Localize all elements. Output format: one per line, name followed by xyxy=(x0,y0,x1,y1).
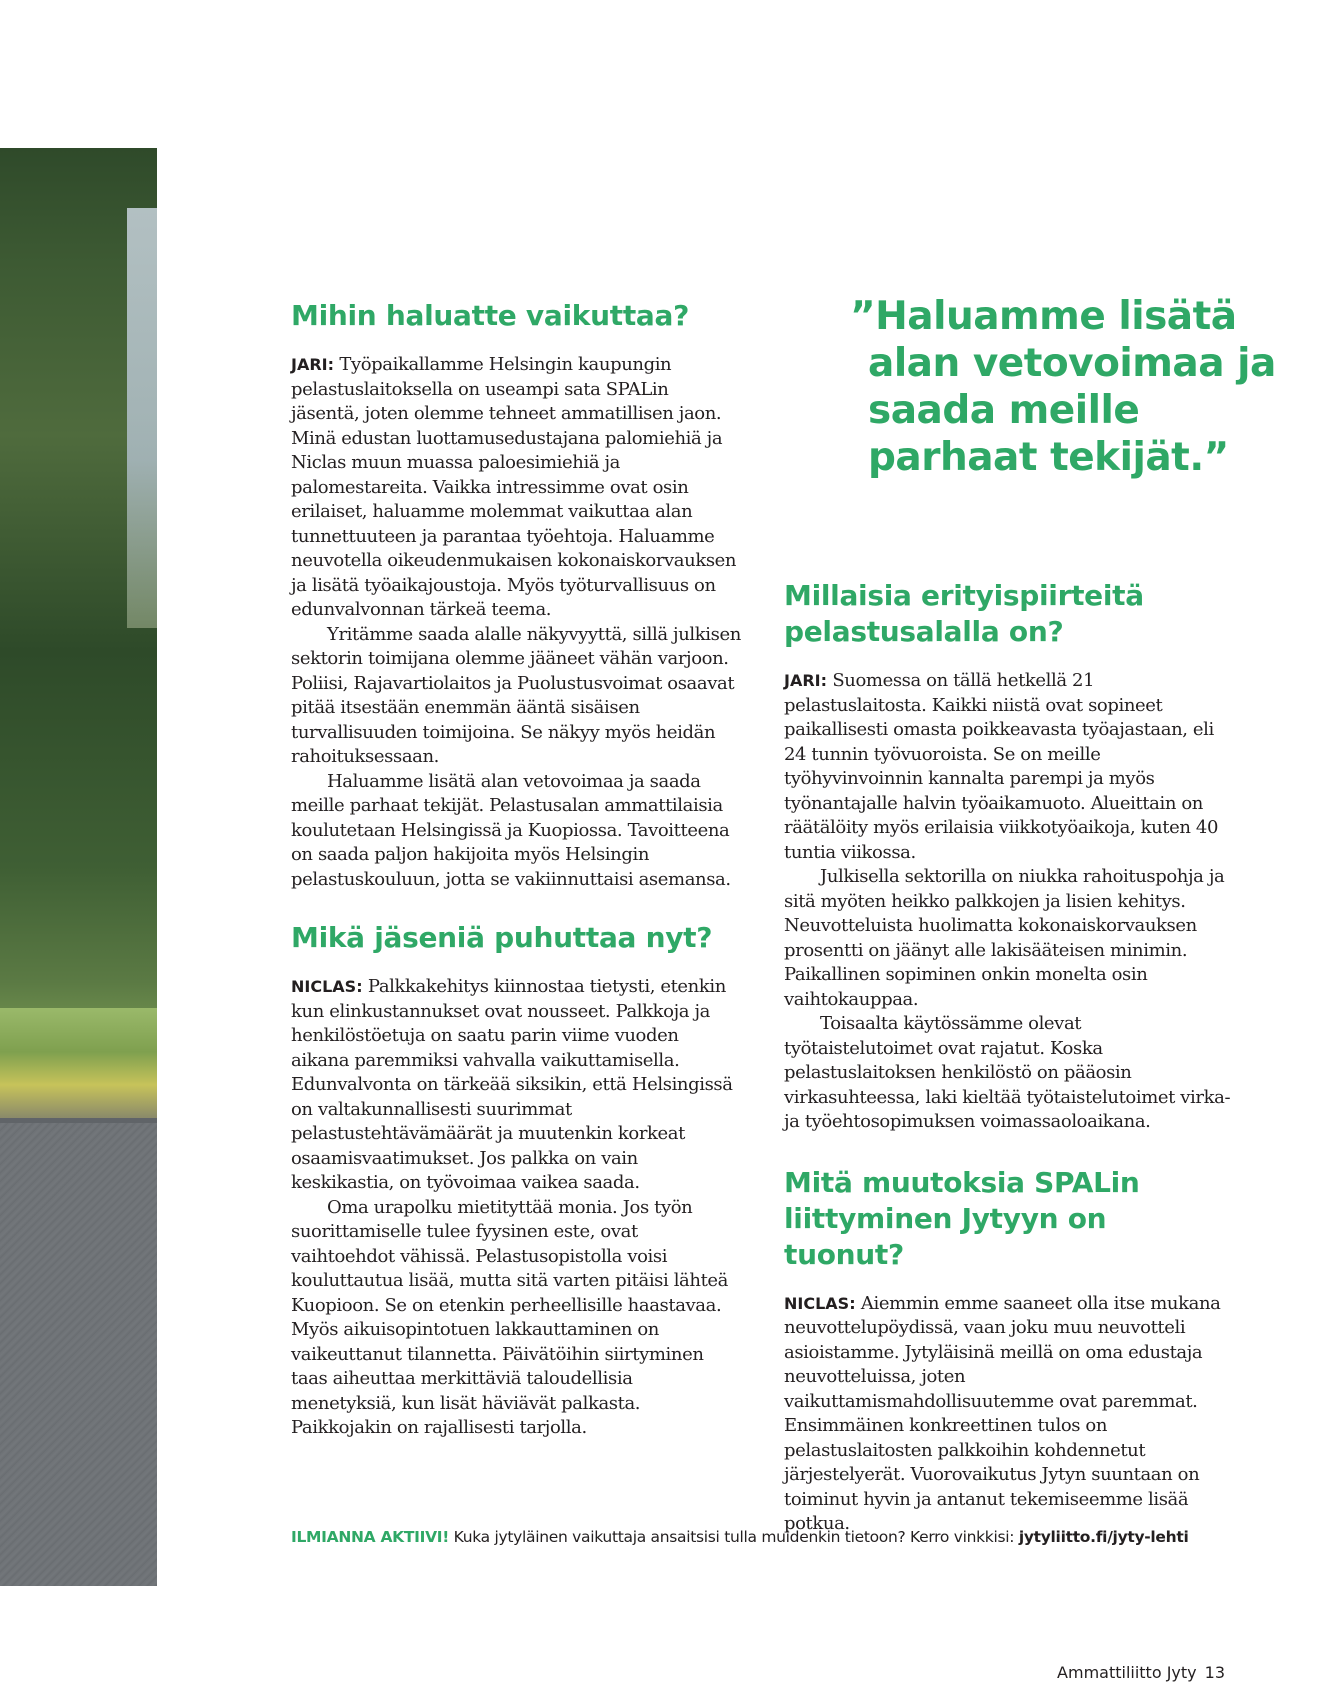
speaker-label: JARI: xyxy=(291,355,335,374)
left-column xyxy=(291,298,741,1441)
callout-text: Kuka jytyläinen vaikuttaja ansaitsisi tulla muidenkin tietoon? Kerro vinkkisi: xyxy=(449,1528,1019,1546)
page-footer xyxy=(1057,1663,1225,1682)
right-column xyxy=(784,578,1234,1537)
publication-name: Ammattiliitto Jyty xyxy=(1057,1663,1197,1682)
paragraph: Julkisella sektorilla on niukka rahoituspohja ja sitä myöten heikko palkkojen ja lisien kehitys. Neuvotteluista huolimatta kokonaiskorvauksen prosentti on jäänyt alle lakisääteisen minimin. Paikallinen sopiminen onkin monelta osin vaihtokauppaa. xyxy=(784,866,1225,1010)
paragraph: Toisaalta käytössämme olevat työtaistelutoimet ovat rajatut. Koska pelastuslaitoksen henkilöstö on pääosin virkasuhteessa, laki kieltää työtaistelutoimet virka- ja työehtosopimuksen voimassaoloaikana. xyxy=(784,1013,1231,1132)
paragraph-text: Palkkakehitys kiinnostaa tietysti, etenkin kun elinkustannukset ovat nousseet. Palkkoja ja henkilöstöetuja on saatu parin viime vuoden aikana paremmiksi vahvalla vaikuttamisella. Edunvalvonta on tärkeää siksikin, että Helsingissä on valtakunnallisesti suurimmat pelastustehtävämäärät ja muutenkin korkeat osaamisvaatimukset. Jos palkka on vain keskikastia, on työvoimaa vaikea saada. xyxy=(291,976,733,1193)
paragraph xyxy=(784,669,1234,865)
page-number: 13 xyxy=(1204,1663,1225,1682)
speaker-label: JARI: xyxy=(784,671,828,690)
paragraph xyxy=(784,1292,1234,1537)
paragraph-text: Suomessa on tällä hetkellä 21 pelastuslaitosta. Kaikki niistä ovat sopineet paikallisesti omasta poikkeavasta työajastaan, eli 24 tunnin työvuoroista. Se on meille työhyvinvoinnin kannalta parempi ja myös työnantajalle halvin työaikamuoto. Alueittain on räätälöity myös erilaisia viikkotyöaikoja, kuten 40 tuntia viikossa. xyxy=(784,670,1219,863)
callout-label: ILMIANNA AKTIIVI! xyxy=(291,1528,450,1546)
heading-mika-jasenia: Mikä jäseniä puhuttaa nyt? xyxy=(291,921,713,954)
photo-sky xyxy=(127,208,157,628)
speaker-label: NICLAS: xyxy=(784,1293,856,1313)
callout-link[interactable]: jytyliitto.fi/jyty-lehti xyxy=(1018,1528,1189,1546)
photo-grass xyxy=(0,1008,157,1118)
photo-road xyxy=(0,1123,157,1586)
paragraph-text: Aiemmin emme saaneet olla itse mukana neuvottelupöydissä, vaan joku muu neuvotteli asioistamme. Jytyläisinä meillä on oma edustaja neuvotteluissa, joten vaikuttamismahdollisuutemme ovat paremmat. Ensimmäinen konkreettinen tulos on pelastuslaitosten palkkoihin kohdennetut järjestelyerät. Vuorovaikutus Jytyn suuntaan on toiminut hyvin ja antanut tekemiseemme lisää potkua. xyxy=(784,1292,1221,1534)
paragraph xyxy=(291,353,741,623)
heading-mita-muutoksia: Mitä muutoksia SPALin liittyminen Jytyyn on tuonut? xyxy=(784,1165,1140,1271)
pull-quote: ”Haluamme lisätä alan vetovoimaa ja saada meille parhaat tekijät.” xyxy=(850,294,1276,480)
callout-line xyxy=(291,1528,1251,1546)
heading-millaisia-erityispiirteita: Millaisia erityispiirteitä pelastusalalla on? xyxy=(784,579,1144,648)
speaker-label: NICLAS: xyxy=(291,977,363,996)
paragraph: Haluamme lisätä alan vetovoimaa ja saada meille parhaat tekijät. Pelastusalan ammattilaisia koulutetaan Helsingissä ja Kuopiossa. Tavoitteena on saada paljon hakijoita myös Helsingin pelastuskouluun, jotta se vakiinnuttaisi asemansa. xyxy=(291,770,731,890)
heading-mihin-haluatte: Mihin haluatte vaikuttaa? xyxy=(291,299,690,332)
roadside-photo xyxy=(0,148,157,1586)
paragraph-text: Työpaikallamme Helsingin kaupungin pelastuslaitoksella on useampi sata SPALin jäsentä, joten olemme tehneet ammatillisen jaon. Minä edustan luottamusedustajana palomiehiä ja Niclas muun muassa paloesimiehiä ja palomestareita. Vaikka intressimme ovat osin erilaiset, haluamme molemmat vaikuttaa alan tunnettuuteen ja parantaa työehtoja. Haluamme neuvotella oikeudenmukaisen kokonaiskorvauksen ja lisätä työaikajoustoja. Myös työturvallisuus on edunvalvonnan tärkeä teema. xyxy=(291,354,737,620)
paragraph: Oma urapolku mietityttää monia. Jos työn suorittamiselle tulee fyysinen este, ovat vaihtoehdot vähissä. Pelastusopistolla voisi kouluttautua lisää, mutta sitä varten pitäisi lähteä Kuopioon. Se on etenkin perheellisille haastavaa. Myös aikuisopintotuen lakkauttaminen on vaikeuttanut tilannetta. Päivätöihin siirtyminen taas aiheuttaa merkittäviä taloudellisia menetyksiä, kun lisät häviävät palkasta. Paikkojakin on rajallisesti tarjolla. xyxy=(291,1196,728,1438)
paragraph xyxy=(291,975,741,1196)
paragraph: Yritämme saada alalle näkyvyyttä, sillä julkisen sektorin toimijana olemme jääneet vähän varjoon. Poliisi, Rajavartiolaitos ja Puolustusvoimat osaavat pitää itsestään enemmän ääntä sisäisen turvallisuuden toimijoina. Se näkyy myös heidän rahoituksessaan. xyxy=(291,623,741,767)
